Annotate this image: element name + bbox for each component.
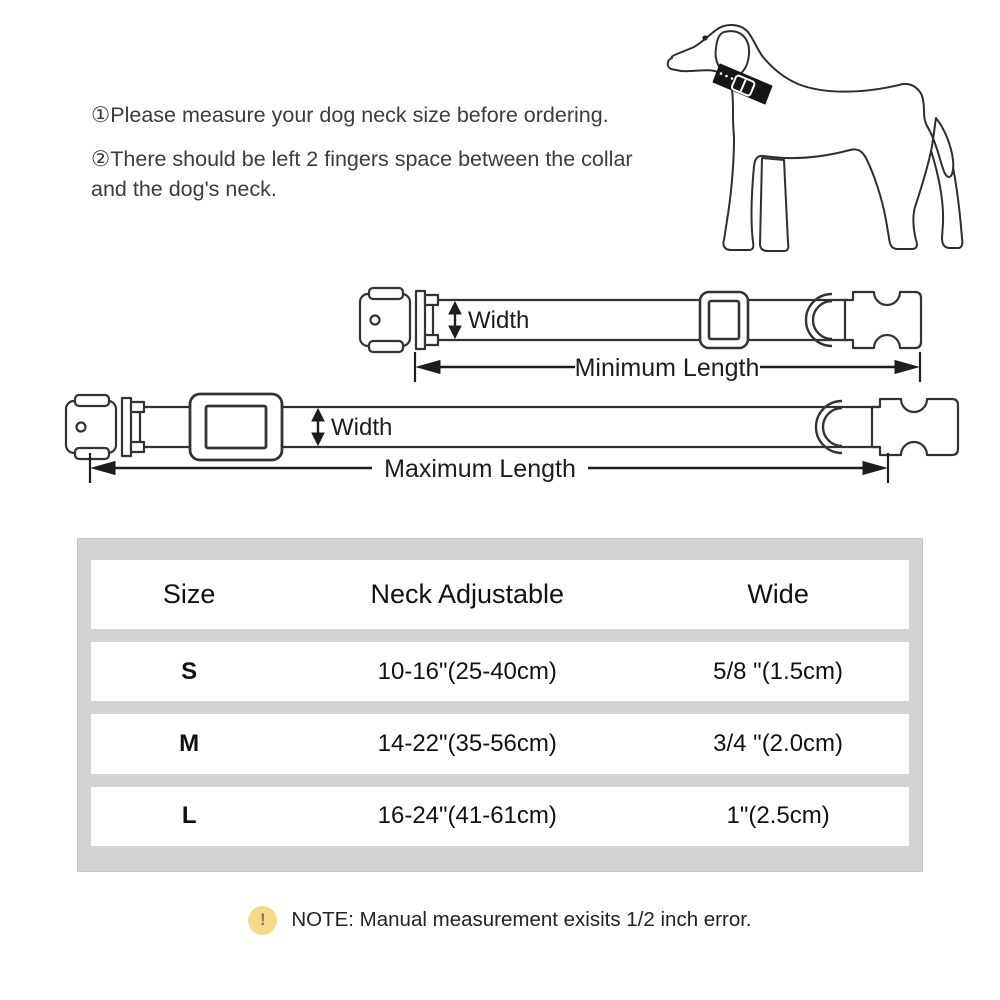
measurement-note bbox=[0, 898, 1000, 942]
minimum-length-label: Minimum Length bbox=[574, 354, 760, 382]
header-neck-adjustable: Neck Adjustable bbox=[370, 578, 565, 609]
size-chart-table bbox=[77, 538, 923, 872]
collar1-buckle-female bbox=[360, 288, 438, 352]
table-row bbox=[91, 642, 909, 701]
exclamation-icon: ! bbox=[248, 906, 277, 935]
size-s: S bbox=[181, 657, 198, 685]
wide-s: 5/8 "(1.5cm) bbox=[713, 657, 844, 685]
instruction-2: ②There should be left 2 fingers space between the collar and the dog's neck. bbox=[91, 146, 633, 202]
collar2-width-label: Width bbox=[331, 414, 393, 441]
collar2-clip-male bbox=[872, 399, 958, 455]
dog-illustration bbox=[650, 8, 990, 270]
measuring-instructions bbox=[91, 100, 711, 218]
table-header-row bbox=[91, 560, 909, 629]
collar-min-diagram bbox=[360, 288, 921, 352]
dog-body-outline bbox=[668, 25, 954, 250]
instruction-1: ①Please measure your dog neck size before ordering. bbox=[91, 103, 609, 127]
collar-max-diagram bbox=[66, 394, 958, 460]
neck-m: 14-22"(35-56cm) bbox=[377, 729, 557, 757]
table-row bbox=[91, 787, 909, 846]
table-row bbox=[91, 714, 909, 773]
collar2-buckle-female bbox=[66, 395, 144, 459]
neck-l: 16-24"(41-61cm) bbox=[377, 802, 557, 830]
header-wide: Wide bbox=[747, 578, 809, 609]
collar2-slider bbox=[190, 394, 282, 460]
neck-s: 10-16"(25-40cm) bbox=[377, 657, 557, 685]
size-m: M bbox=[179, 729, 200, 757]
collar-diagram-svg bbox=[0, 275, 1000, 505]
wide-m: 3/4 "(2.0cm) bbox=[713, 729, 844, 757]
collar1-slider bbox=[700, 292, 748, 348]
collar1-width-label: Width bbox=[468, 307, 530, 334]
header-size: Size bbox=[162, 578, 216, 609]
dog-drawing-svg bbox=[650, 8, 990, 270]
size-l: L bbox=[181, 802, 197, 830]
note-text: NOTE: Manual measurement exisits 1/2 inch error. bbox=[291, 908, 752, 931]
maximum-length-label: Maximum Length bbox=[384, 455, 576, 483]
collar1-clip-male bbox=[845, 292, 921, 348]
dog-eye bbox=[702, 35, 707, 40]
dog-far-front-leg bbox=[760, 158, 788, 251]
collar-measurement-diagrams bbox=[0, 275, 1000, 505]
wide-l: 1"(2.5cm) bbox=[726, 802, 830, 830]
